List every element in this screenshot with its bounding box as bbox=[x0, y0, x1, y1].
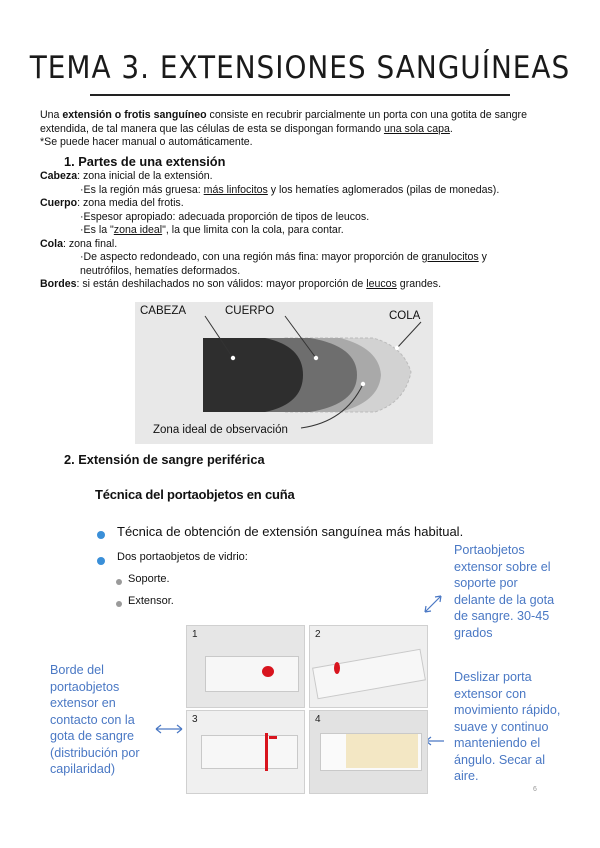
sub-bullet-dot bbox=[116, 579, 122, 585]
note-portaobjetos-extensor: Portaobjetos extensor sobre el soporte por delante de la gota de sangre. 30-45 grados bbox=[454, 543, 555, 640]
label-cabeza: CABEZA bbox=[140, 305, 187, 317]
frotis-diagram bbox=[135, 302, 433, 444]
page-number: 6 bbox=[533, 786, 537, 793]
bullet-dot bbox=[97, 557, 105, 565]
photo-step-3: 3 bbox=[186, 710, 305, 794]
frotis-drawing bbox=[135, 302, 433, 444]
photo-step-1: 1 bbox=[186, 625, 305, 708]
sub-bullet-extensor: Extensor. bbox=[128, 595, 174, 607]
cabeza-shape bbox=[203, 338, 303, 412]
note-borde-portaobjetos: Borde del portaobjetos extensor en contacto con la gota de sangre (distribución por capilaridad) bbox=[50, 663, 140, 776]
label-cola: COLA bbox=[389, 310, 421, 322]
sub-bullet-soporte: Soporte. bbox=[128, 573, 170, 585]
page-title: TEMA 3. EXTENSIONES SANGUÍNEAS bbox=[29, 50, 571, 86]
photo-step-4: 4 bbox=[309, 710, 428, 794]
technique-subheading: Técnica del portaobjetos en cuña bbox=[95, 487, 295, 502]
sub-bullet-dot bbox=[116, 601, 122, 607]
section-1-heading: 1. Partes de una extensión bbox=[64, 154, 226, 169]
bullet-1: Técnica de obtención de extensión sanguínea más habitual. bbox=[117, 524, 464, 539]
label-cuerpo: CUERPO bbox=[225, 305, 275, 317]
intro-paragraph: Una extensión o frotis sanguíneo consiste en recubrir parcialmente un porta con una gotita de sangre extendida, de tal manera que las células de esta se dispongan formando una sola capa. *Se puede hacer manual o automáticamente. bbox=[40, 109, 527, 148]
bullet-2: Dos portaobjetos de vidrio: bbox=[117, 551, 248, 563]
note-arrow-diagonal bbox=[421, 592, 445, 616]
label-zona-ideal: Zona ideal de observación bbox=[153, 424, 288, 436]
title-underline bbox=[90, 94, 510, 96]
bullet-dot bbox=[97, 531, 105, 539]
note-arrow-horizontal bbox=[154, 723, 184, 735]
partes-list: Cabeza: zona inicial de la extensión. ·Es la región más gruesa: más linfocitos y los hematíes aglomerados (pilas de monedas). Cuerpo: zona media del frotis. ·Espesor apropiado: adecuada proporción de tipos de leucos. ·Es la "zona ideal", la que limita con la cola, para contar. Cola: zona final. ·De aspecto redondeado, con una región más fina: mayor proporción de granulocitos y neutrófilos, hematíes deformados. Bordes: si están deshilachados no son válidos: mayor proporción de leucos grandes. bbox=[40, 170, 500, 290]
section-2-heading: 2. Extensión de sangre periférica bbox=[64, 452, 265, 467]
photo-step-2: 2 bbox=[309, 625, 428, 708]
note-deslizar-porta: Deslizar porta extensor con movimiento rápido, suave y continuo manteniendo el ángulo. Secar al aire. bbox=[454, 670, 561, 783]
